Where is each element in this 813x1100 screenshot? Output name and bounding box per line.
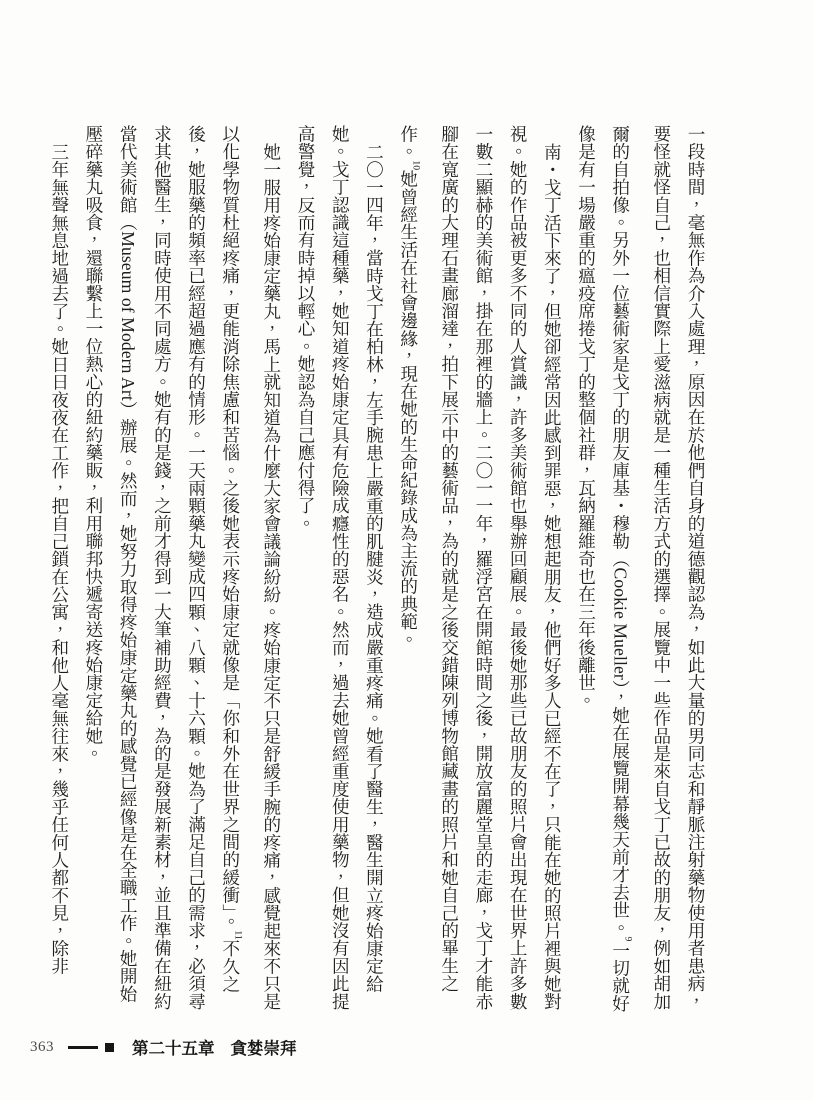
footnote-marker: 11 <box>232 930 244 940</box>
footnote-marker: 10 <box>410 160 422 171</box>
chapter-heading <box>132 1035 297 1059</box>
page-footer <box>30 1036 297 1058</box>
page-number: 363 <box>30 1038 54 1055</box>
paragraph: 三年無聲無息地過去了。她日日夜夜在工作，把自己鎖在公寓，和他人毫無往來，幾乎任何人都不見，除非 <box>49 142 70 975</box>
paragraph: 她一服用疼始康定藥丸，馬上就知道為什麼大家會議論紛紛。疼始康定不只是舒緩手腕的疼痛，感覺起來不只是以化學物質杜絕疼痛，更能消除焦慮和苦惱。之後她表示疼始康定就像是「你和外在世界之間的緩衝」。$^{11}$不久之後，她服藥的頻率已經超過應有的情形。一天兩顆藥丸變成四顆、八顆、十六顆。她為了滿足自己的需求，必須尋求其他醫生，同時使用不同處方。她有的是錢，之前才得到一大筆補助經費，為的是發展新素材，並且準備在紐約當代美術館（Museum of Modern Art）辦展。然而，她努力取得疼始康定藥丸的感覺已經像是在全職工作。她開始壓碎藥丸吸食，還聯繫上一位熱心的紐約藥販，利用聯邦快遞寄送疼始康定給她。 <box>83 125 282 1010</box>
paragraph: 南・戈丁活下來了，但她卻經常因此感到罪惡，她想起朋友，他們好多人已經不在了，只能在她的照片裡與她對視。她的作品被更多不同的人賞識，許多美術館也舉辦回顧展。最後她那些已故朋友的照片會出現在世界上許多數一數二顯赫的美術館，掛在那裡的牆上。二〇一一年，羅浮宮在開館時間之後，開放富麗堂皇的走廊，戈丁才能赤腳在寬廣的大理石畫廊溜達，拍下展示中的藝術品，為的就是之後交錯陳列博物館藏畫的照片和她自己的畢生之作。$^{10}$她曾經生活在社會邊緣，現在她的生命紀錄成為主流的典範。 <box>398 125 563 1010</box>
footer-rule <box>68 1046 98 1049</box>
chapter-label: 第二十五章 <box>132 1040 215 1058</box>
paragraph: 一段時間，毫無作為介入處理，原因在於他們自身的道德觀認為，如此大量的男同志和靜脈注射藥物使用者患病，要怪就怪自己，也相信實際上愛滋病就是一種生活方式的選擇。展覽中一些作品是來自戈丁已故的朋友，例如胡加爾的自拍像。另外一位藝術家是戈丁的朋友庫基・穆勒（Cookie Mueller），她在展覽開幕幾天前才去世。$^9$一切就好像是有一場嚴重的瘟疫席捲戈丁的整個社群，瓦納羅維奇也在三年後離世。 <box>576 125 706 1013</box>
paragraph: 二〇一四年，當時戈丁在柏林，左手腕患上嚴重的肌腱炎，造成嚴重疼痛。她看了醫生，醫生開立疼始康定給她。戈丁認識這種藥，她知道疼始康定具有危險成癮性的惡名。然而，過去她曾經重度使用藥物，但她沒有因此提高警覺，反而有時掉以輕心。她認為自己應付得了。 <box>296 125 385 1010</box>
chapter-title: 貪婪崇拜 <box>230 1040 297 1058</box>
chapter-marker-square-icon <box>105 1043 114 1052</box>
footnote-marker: 9 <box>622 936 634 942</box>
body-text <box>49 125 713 1013</box>
